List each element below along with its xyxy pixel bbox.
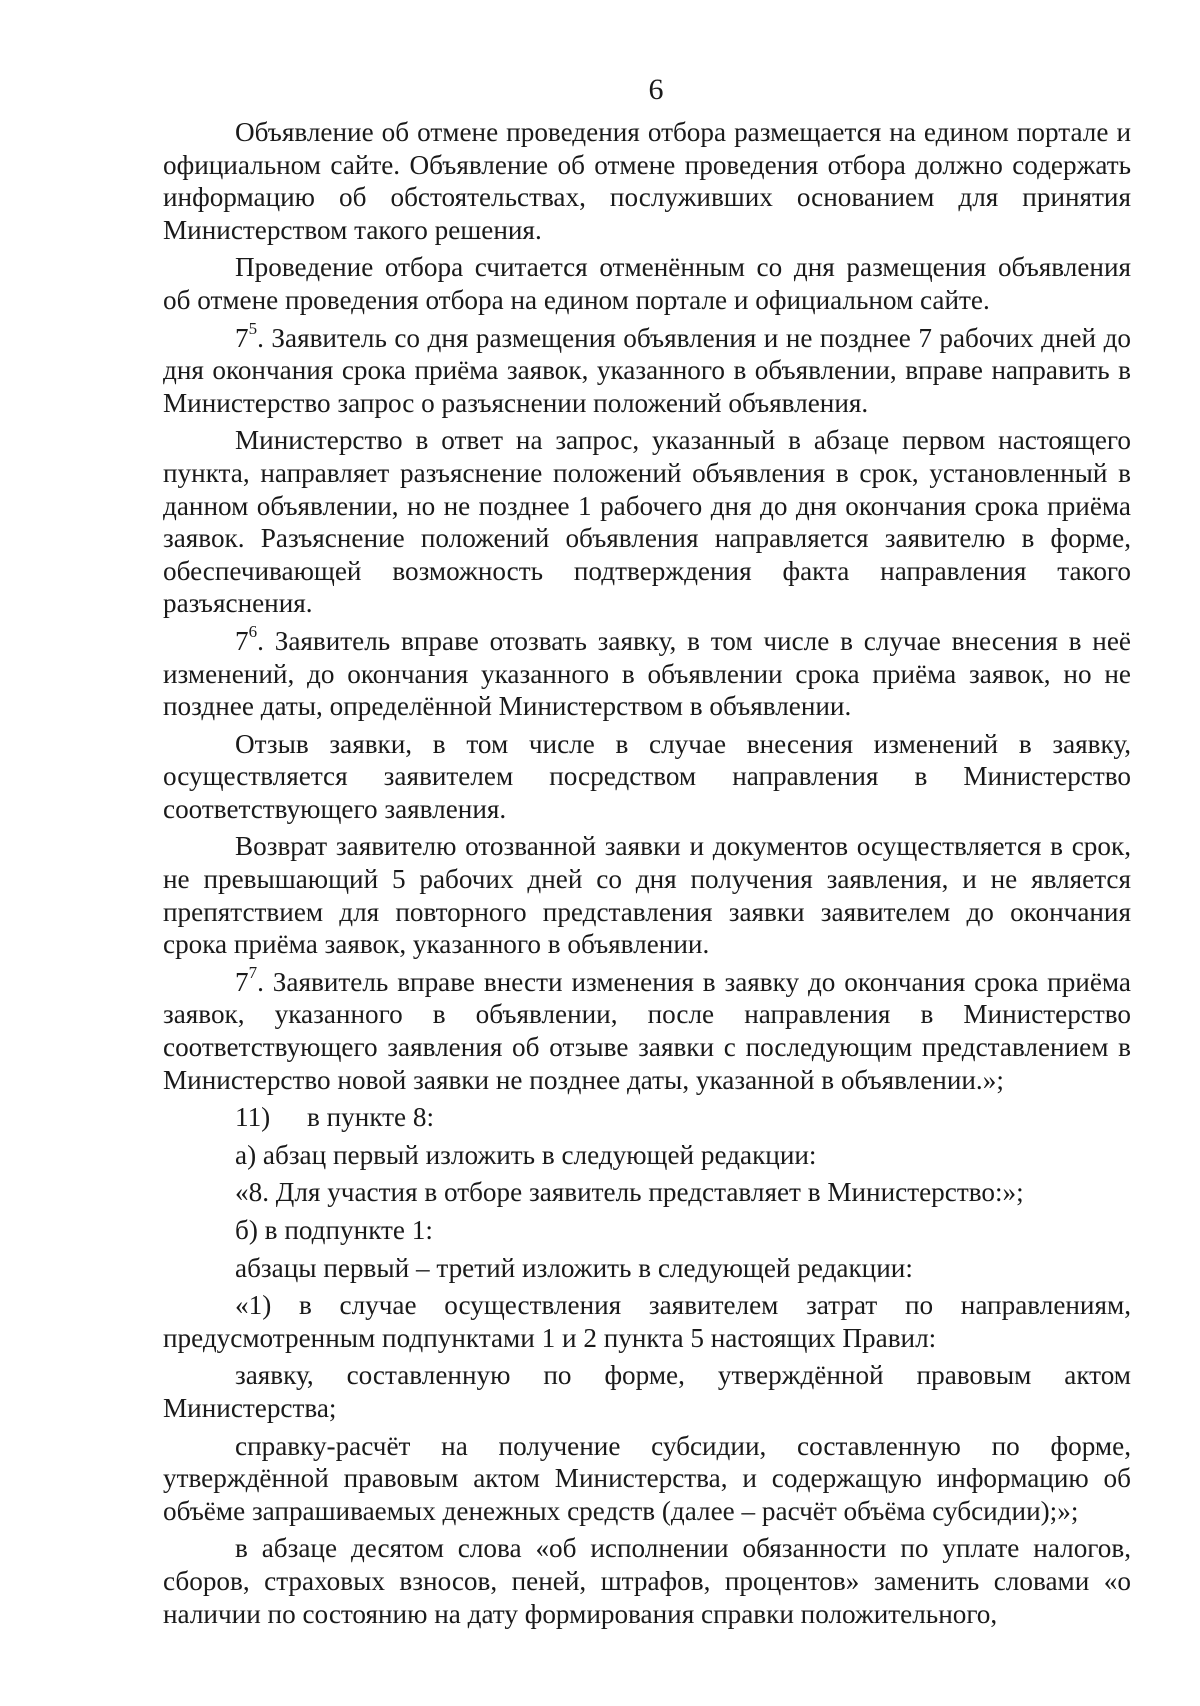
paragraph-clause-8-text: «8. Для участия в отборе заявитель представляет в Министерство:»; bbox=[235, 1177, 1024, 1208]
paragraph-clause-7-5 bbox=[163, 318, 1131, 420]
clause-superscript: 5 bbox=[248, 318, 258, 338]
paragraph-selection-cancelled: Проведение отбора считается отменённым со дня размещения объявления об отмене проведения отбора на едином портале и официальном сайте. bbox=[163, 252, 1131, 315]
item-number: 11) bbox=[235, 1102, 271, 1133]
clause-text: . Заявитель вправе внести изменения в заявку до окончания срока приёма заявок, указанного в объявлении, после направления в Министерство соответствующего заявления об отзыве заявки с последующим представлением в Министерство новой заявки не позднее даты, указанной в объявлении.»; bbox=[163, 966, 1131, 1095]
clause-number: 7 bbox=[235, 322, 249, 353]
item-text: в пункте 8: bbox=[307, 1102, 435, 1133]
paragraph-ministry-response: Министерство в ответ на запрос, указанный в абзаце первом настоящего пункта, направляет разъяснение положений объявления в срок, установленный в данном объявлении, но не позднее 1 рабочего дня до дня окончания срока приёма заявок. Разъяснение положений объявления направляется заявителю в форме, обеспечивающей возможность подтверждения факта направления такого разъяснения. bbox=[163, 425, 1131, 619]
clause-number: 7 bbox=[235, 625, 249, 656]
clause-text: . Заявитель вправе отозвать заявку, в том числе в случае внесения в неё изменений, до окончания указанного в объявлении срока приёма заявок, но не позднее даты, определённой Министерством в объявлении. bbox=[163, 625, 1131, 722]
paragraph-cancel-announcement: Объявление об отмене проведения отбора размещается на едином портале и официальном сайте. Объявление об отмене проведения отбора должно содержать информацию об обстоятельствах, послуживших основанием для принятия Министерством такого решения. bbox=[163, 117, 1131, 245]
paragraph-calculation-certificate: справку-расчёт на получение субсидии, составленную по форме, утверждённой правовым актом Министерства, и содержащую информацию об объёме запрашиваемых денежных средств (далее – расчёт объёма субсидии);»; bbox=[163, 1430, 1131, 1526]
paragraph-withdrawal: Отзыв заявки, в том числе в случае внесения изменений в заявку, осуществляется заявителем посредством направления в Министерство соответствующего заявления. bbox=[163, 728, 1131, 824]
paragraph-item-11 bbox=[163, 1101, 1131, 1134]
paragraph-tenth-paragraph: в абзаце десятом слова «об исполнении обязанности по уплате налогов, сборов, страховых взносов, пеней, штрафов, процентов» заменить словами «о наличии по состоянию на дату формирования справки положительного, bbox=[163, 1533, 1131, 1629]
clause-superscript: 7 bbox=[248, 962, 258, 982]
paragraph-subitem-b: б) в подпункте 1: bbox=[235, 1215, 433, 1245]
paragraph-clause-7-7 bbox=[163, 962, 1131, 1096]
paragraph-clause-7-6 bbox=[163, 621, 1131, 723]
paragraph-subclause-1: «1) в случае осуществления заявителем затрат по направлениям, предусмотренным подпунктами 1 и 2 пункта 5 настоящих Правил: bbox=[163, 1290, 1131, 1353]
clause-number: 7 bbox=[235, 966, 249, 997]
clause-text: . Заявитель со дня размещения объявления и не позднее 7 рабочих дней до дня окончания срока приёма заявок, указанного в объявлении, вправе направить в Министерство запрос о разъяснении положений объявления. bbox=[163, 322, 1131, 418]
document-page bbox=[163, 70, 1131, 1630]
paragraph-subitem-a: а) абзац первый изложить в следующей редакции: bbox=[235, 1139, 817, 1170]
paragraph-paragraphs-1-3: абзацы первый – третий изложить в следующей редакции: bbox=[235, 1252, 913, 1283]
page-number: 6 bbox=[648, 73, 664, 106]
paragraph-application-form: заявку, составленную по форме, утверждённой правовым актом Министерства; bbox=[163, 1360, 1131, 1423]
clause-superscript: 6 bbox=[248, 621, 258, 641]
paragraph-return-application: Возврат заявителю отозванной заявки и документов осуществляется в срок, не превышающий 5 рабочих дней со дня получения заявления, и не является препятствием для повторного представления заявки заявителем до окончания срока приёма заявок, указанного в объявлении. bbox=[163, 831, 1131, 960]
